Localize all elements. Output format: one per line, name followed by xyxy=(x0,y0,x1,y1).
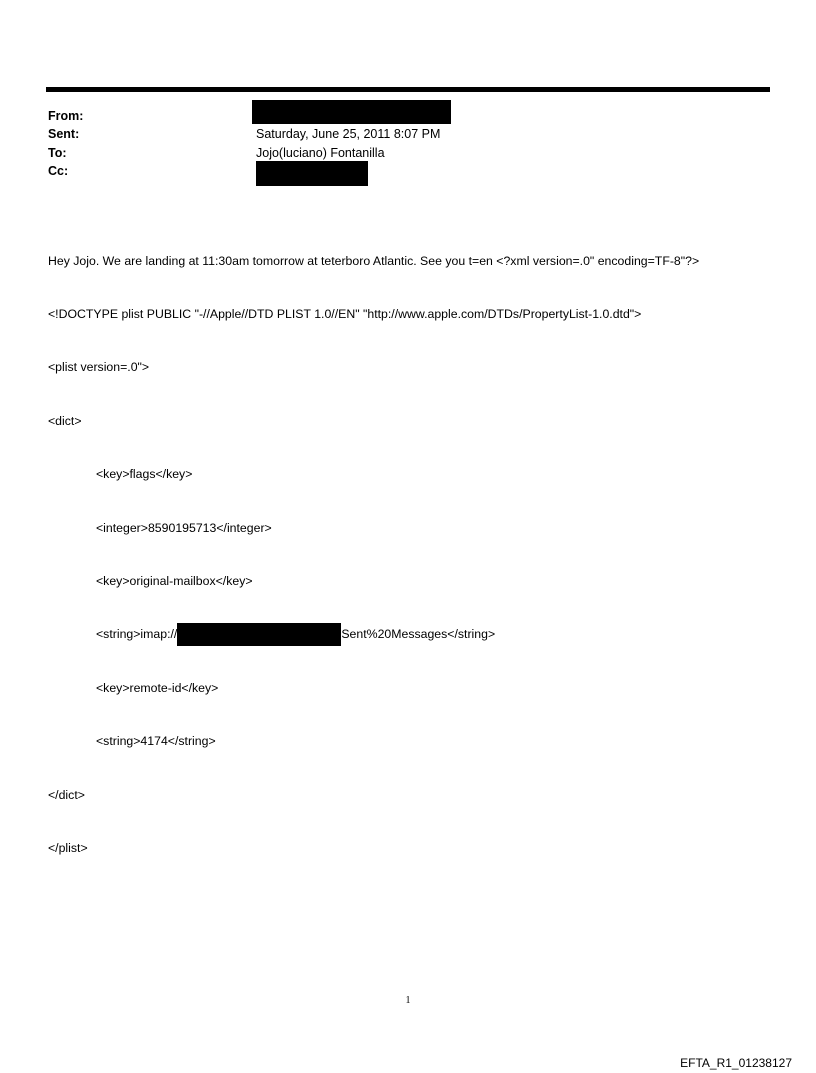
body-line: <string>4174</string> xyxy=(96,734,216,749)
header-rule xyxy=(46,87,770,92)
body-line: <key>flags</key> xyxy=(96,467,193,482)
body-line: <key>remote-id</key> xyxy=(96,680,219,695)
sent-label: Sent: xyxy=(48,127,80,141)
body-line-imap xyxy=(48,626,699,644)
redacted-from-value xyxy=(252,100,451,124)
cc-label: Cc: xyxy=(48,164,69,178)
sent-value: Saturday, June 25, 2011 8:07 PM xyxy=(256,127,441,141)
body-line: <!DOCTYPE plist PUBLIC "-//Apple//DTD PLIST 1.0//EN" "http://www.apple.com/DTDs/PropertyList-1.0.dtd"> xyxy=(48,306,642,321)
imap-suffix: Sent%20Messages</string> xyxy=(341,627,496,642)
body-line: <dict> xyxy=(48,413,82,428)
body-line: <key>original-mailbox</key> xyxy=(96,573,253,588)
redacted-imap-address xyxy=(177,623,341,646)
message-body xyxy=(48,217,699,875)
body-line: <plist version=.0"> xyxy=(48,360,150,375)
to-value: Jojo(luciano) Fontanilla xyxy=(256,146,385,160)
bates-number: EFTA_R1_01238127 xyxy=(680,1056,792,1070)
redacted-cc-value xyxy=(256,161,368,186)
body-line: <integer>8590195713</integer> xyxy=(96,520,272,535)
body-line: </dict> xyxy=(48,787,85,802)
imap-prefix: <string>imap:// xyxy=(96,627,178,642)
page-number: 1 xyxy=(405,995,411,1006)
body-line: </plist> xyxy=(48,840,88,855)
to-label: To: xyxy=(48,146,67,160)
body-line: Hey Jojo. We are landing at 11:30am tomorrow at teterboro Atlantic. See you t=en <?xml version=.0" encoding=TF-8"?> xyxy=(48,253,700,268)
from-label: From: xyxy=(48,109,84,123)
